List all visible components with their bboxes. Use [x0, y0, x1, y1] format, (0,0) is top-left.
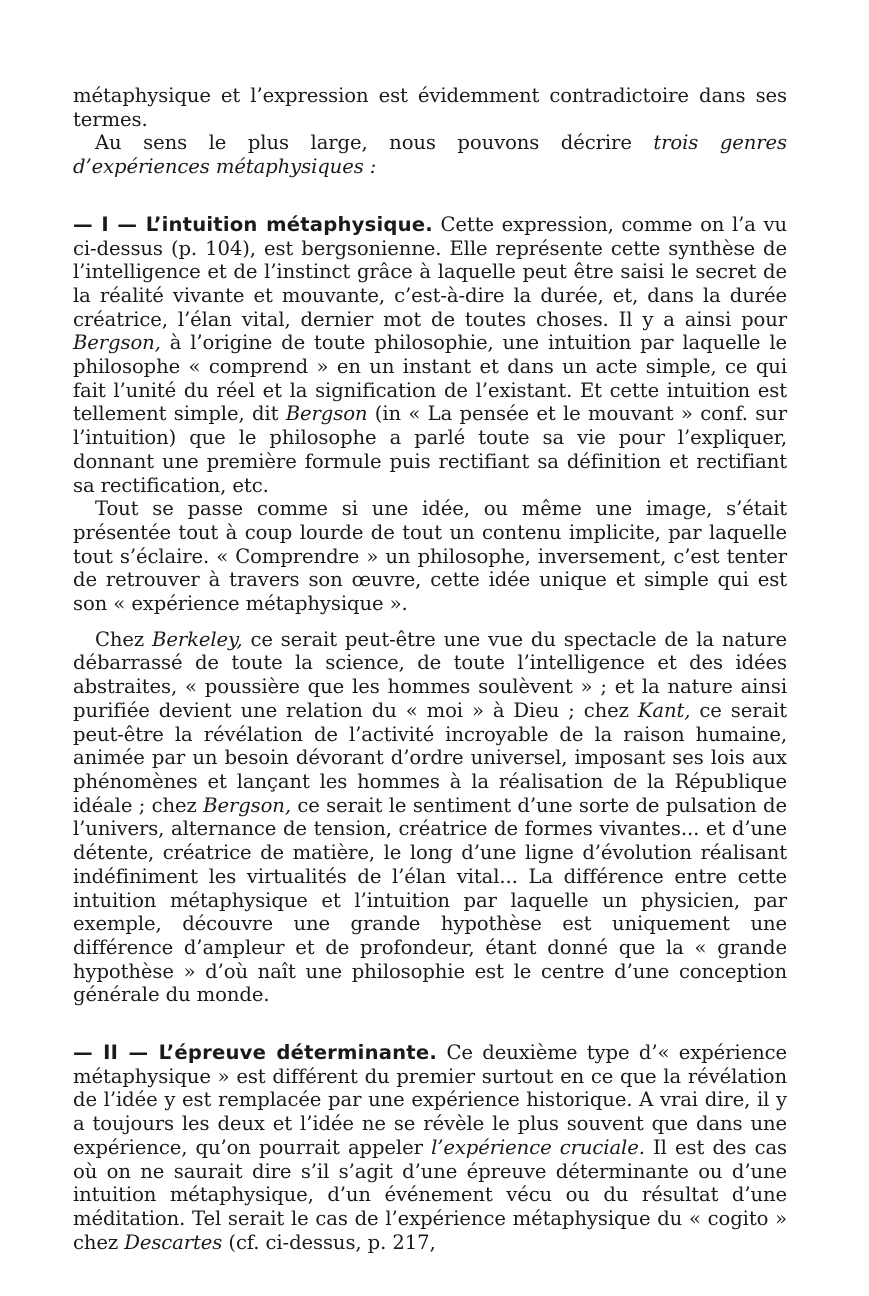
emphasis-text: Berkeley,: [152, 627, 243, 651]
emphasis-text: Bergson: [285, 402, 368, 426]
section-1-paragraph-1: — I — L’intuition métaphysique. Cette expression, comme on l’a vu ci-dessus (p. 104), est bergsonienne. Elle représente cette synthèse de l’intelligence et de l’instinct grâce à laquelle peut être saisi le secret de la réalité vivante et mouvante, c’est-à-dire la durée, et, dans la durée créatrice, l’élan vital, dernier mot de toutes choses. Il y a ainsi pour Bergson, à l’origine de toute philosophie, une intuition par laquelle le philosophe « comprend » en un instant et dans un acte simple, ce qui fait l’unité du réel et la signification de l’existant. Et cette intuition est tellement simple, dit Bergson (in « La pensée et le mouvant » conf. sur l’intuition) que le philosophe a parlé toute sa vie pour l’expliquer, donnant une première formule puis rectifiant sa définition et rectifiant sa rectification, etc.: [73, 212, 787, 497]
emphasis-text: Descartes: [124, 1230, 223, 1254]
section-2-heading: — II — L’épreuve déterminante.: [73, 1041, 437, 1065]
paragraph-intro: Au sens le plus large, nous pouvons décrire trois genres d’expériences métaphysiques :: [73, 131, 787, 179]
emphasis-text: Kant,: [637, 698, 691, 722]
emphasis-text: Bergson,: [203, 793, 291, 817]
emphasis-text: Bergson,: [73, 331, 161, 355]
section-1-paragraph-3: Chez Berkeley, ce serait peut-être une vue du spectacle de la nature débarrassé de toute la science, de toute l’intelligence et des idées abstraites, « poussière que les hommes soulèvent » ; et la nature ainsi purifiée devient une relation du « moi » à Dieu ; chez Kant, ce serait peut-être la révélation de l’activité incroyable de la raison humaine, animée par un besoin dévorant d’ordre universel, imposant ses lois aux phénomènes et lançant les hommes à la réalisation de la République idéale ; chez Bergson, ce serait le sentiment d’une sorte de pulsation de l’univers, alternance de tension, créatrice de formes vivantes... et d’une détente, créatrice de matière, le long d’une ligne d’évolution réalisant indéfiniment les virtualités de l’élan vital... La différence entre cette intuition métaphysique et l’intuition par laquelle un physicien, par exemple, découvre une grande hypothèse est uniquement une différence d’ampleur et de profondeur, étant donné que la « grande hypothèse » d’où naît une philosophie est le centre d’une conception générale du monde.: [73, 627, 788, 1007]
paragraph-continuation: métaphysique et l’expression est évidemment contradictoire dans ses termes.: [73, 84, 787, 131]
emphasis-text: l’expérience cruciale.: [431, 1135, 645, 1159]
section-1-heading: — I — L’intuition métaphysique.: [73, 212, 433, 236]
section-2-paragraph-1: — II — L’épreuve déterminante. Ce deuxième type d’« expérience métaphysique » est différent du premier surtout en ce que la révélation de l’idée y est remplacée par une expérience historique. A vrai dire, il y a toujours les deux et l’idée ne se révèle le plus souvent que dans une expérience, qu’on pourrait appeler l’expérience cruciale. Il est des cas où on ne saurait dire s’il s’agit d’une épreuve déterminante ou d’une intuition métaphysique, d’un événement vécu ou du résultat d’une méditation. Tel serait le cas de l’expérience métaphysique du « cogito » chez Descartes (cf. ci-dessus, p. 217,: [73, 1041, 787, 1254]
section-1-paragraph-2: Tout se passe comme si une idée, ou même une image, s’était présentée tout à coup lourde de tout un contenu implicite, par laquelle tout s’éclaire. « Comprendre » un philosophe, inversement, c’est tenter de retrouver à travers son œuvre, cette idée unique et simple qui est son « expérience métaphysique ».: [73, 497, 787, 616]
emphasis-text: trois genres d’expériences métaphysiques :: [73, 131, 787, 179]
